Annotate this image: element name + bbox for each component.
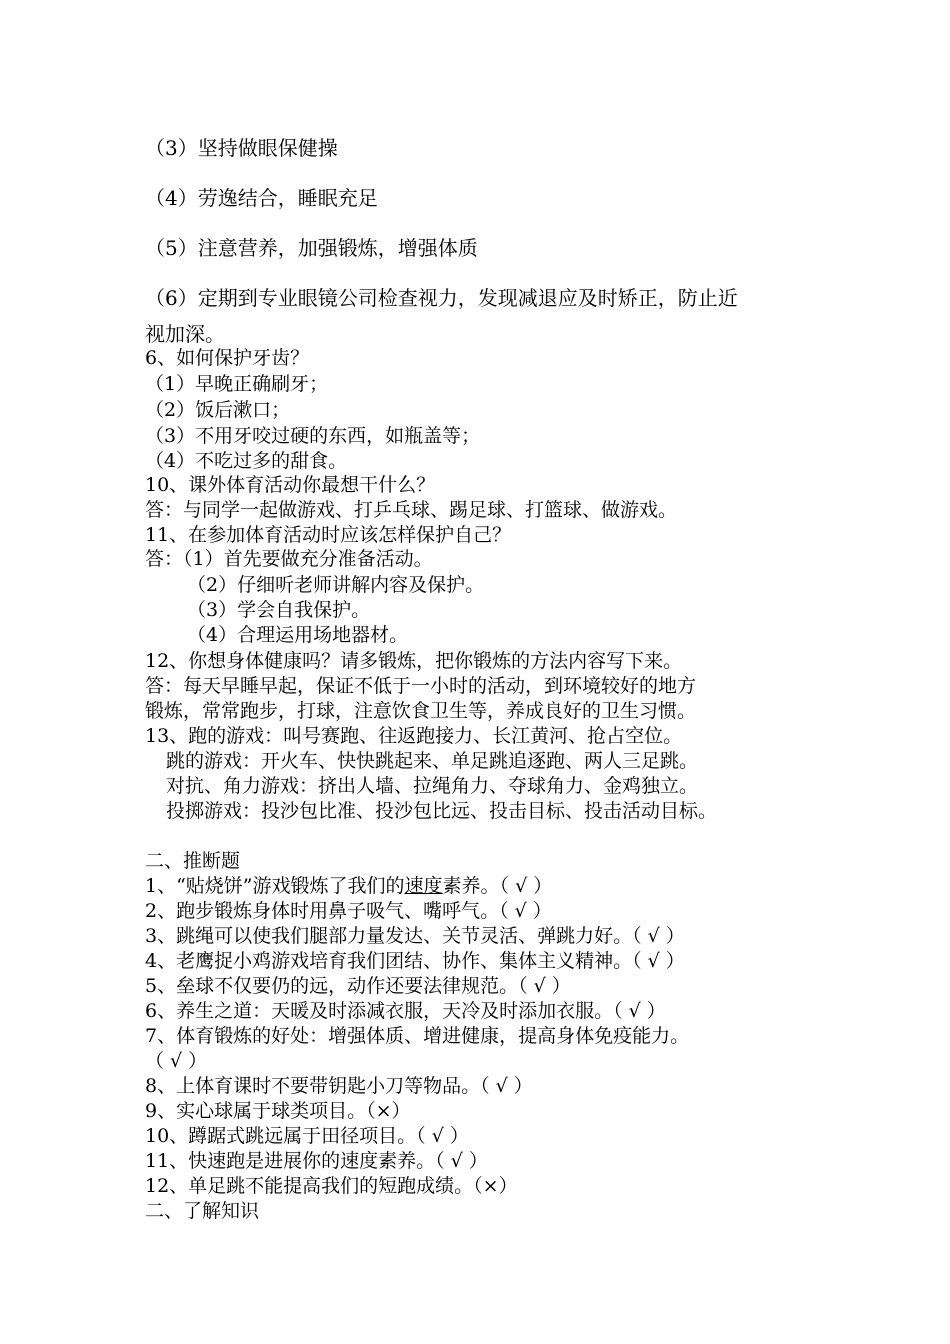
judgement-item-6: 6、养生之道：天暖及时添减衣服，天冷及时添加衣服。（ √ ） — [145, 1000, 666, 1022]
eye-care-item-6: （6）定期到专业眼镜公司检查视力，发现减退应及时矫正，防止近 — [145, 286, 738, 310]
judgement-item-12: 12、单足跳不能提高我们的短跑成绩。（×） — [145, 1175, 518, 1197]
q13-throw-games: 投掷游戏：投沙包比准、投沙包比远、投击目标、投击活动目标。 — [166, 800, 718, 822]
eye-care-item-6-cont: 视加深。 — [145, 322, 225, 346]
q11-question: 11、在参加体育活动时应该怎样保护自己？ — [145, 524, 512, 546]
judgement-item-1 — [145, 874, 552, 899]
q11-answer-3: （3）学会自我保护。 — [187, 599, 371, 621]
q10-answer: 答：与同学一起做游戏、打乒乓球、踢足球、打篮球、做游戏。 — [145, 499, 678, 521]
judgement-item-2: 2、跑步锻炼身体时用鼻子吸气、嘴呼气。（ √ ） — [145, 900, 552, 922]
eye-care-item-3: （3）坚持做眼保健操 — [145, 136, 338, 160]
judgement-item-4: 4、老鹰捉小鸡游戏培育我们团结、协作、集体主义精神。（ √ ） — [145, 950, 685, 972]
judgement-item-11: 11、快速跑是进展你的速度素养。（ √ ） — [145, 1150, 488, 1172]
eye-care-item-4: （4）劳逸结合，睡眠充足 — [145, 186, 378, 210]
judgement-item-7: 7、体育锻炼的好处：增强体质、增进健康，提高身体免疫能力。 — [145, 1025, 690, 1047]
judgement-item-7-mark: （ √ ） — [145, 1050, 208, 1072]
judgement-item-5: 5、垒球不仅要仍的远，动作还要法律规范。（ √ ） — [145, 975, 571, 997]
teeth-answer-4: （4）不吃过多的甜食。 — [145, 450, 348, 472]
q12-question: 12、你想身体健康吗？请多锻炼，把你锻炼的方法内容写下来。 — [145, 650, 683, 672]
q12-answer-cont: 锻炼，常常跑步，打球，注意饮食卫生等，养成良好的卫生习惯。 — [145, 700, 697, 722]
judgement-heading: 二、推断题 — [145, 850, 241, 872]
judgement-item-1-pre: 1、“贴烧饼”游戏锻炼了我们的 — [145, 875, 405, 897]
teeth-answer-3: （3）不用牙咬过硬的东西，如瓶盖等； — [145, 425, 481, 447]
judgement-item-1-post: 素养。（ √ ） — [442, 875, 553, 897]
judgement-item-10: 10、蹲踞式跳远属于田径项目。（ √ ） — [145, 1125, 469, 1147]
teeth-answer-1: （1）早晚正确刷牙； — [145, 373, 329, 395]
judgement-item-8: 8、上体育课时不要带钥匙小刀等物品。（ √ ） — [145, 1075, 533, 1097]
eye-care-item-5: （5）注意营养，加强锻炼，增强体质 — [145, 236, 478, 260]
q11-answer-1: 答：（1）首先要做充分准备活动。 — [145, 548, 433, 570]
teeth-question: 6、如何保护牙齿？ — [145, 347, 310, 369]
q11-answer-2: （2）仔细听老师讲解内容及保护。 — [187, 574, 485, 596]
judgement-item-3: 3、跳绳可以使我们腿部力量发达、关节灵活、弹跳力好。（ √ ） — [145, 925, 685, 947]
judgement-item-1-underlined: 速度 — [404, 875, 443, 897]
q13-strength-games: 对抗、角力游戏：挤出人墙、拉绳角力、夺球角力、金鸡独立。 — [166, 775, 699, 797]
q12-answer: 答：每天早睡早起，保证不低于一小时的活动，到环境较好的地方 — [145, 675, 697, 697]
knowledge-heading: 二、了解知识 — [145, 1200, 260, 1222]
q13-run-games: 13、跑的游戏：叫号赛跑、往返跑接力、长江黄河、抢占空位。 — [145, 725, 683, 747]
q11-answer-4: （4）合理运用场地器材。 — [187, 624, 409, 646]
q13-jump-games: 跳的游戏：开火车、快快跳起来、单足跳追逐跑、两人三足跳。 — [166, 750, 699, 772]
judgement-item-9: 9、实心球属于球类项目。（×） — [145, 1100, 411, 1122]
q10-question: 10、课外体育活动你最想干什么？ — [145, 474, 436, 496]
teeth-answer-2: （2）饭后漱口； — [145, 399, 291, 421]
